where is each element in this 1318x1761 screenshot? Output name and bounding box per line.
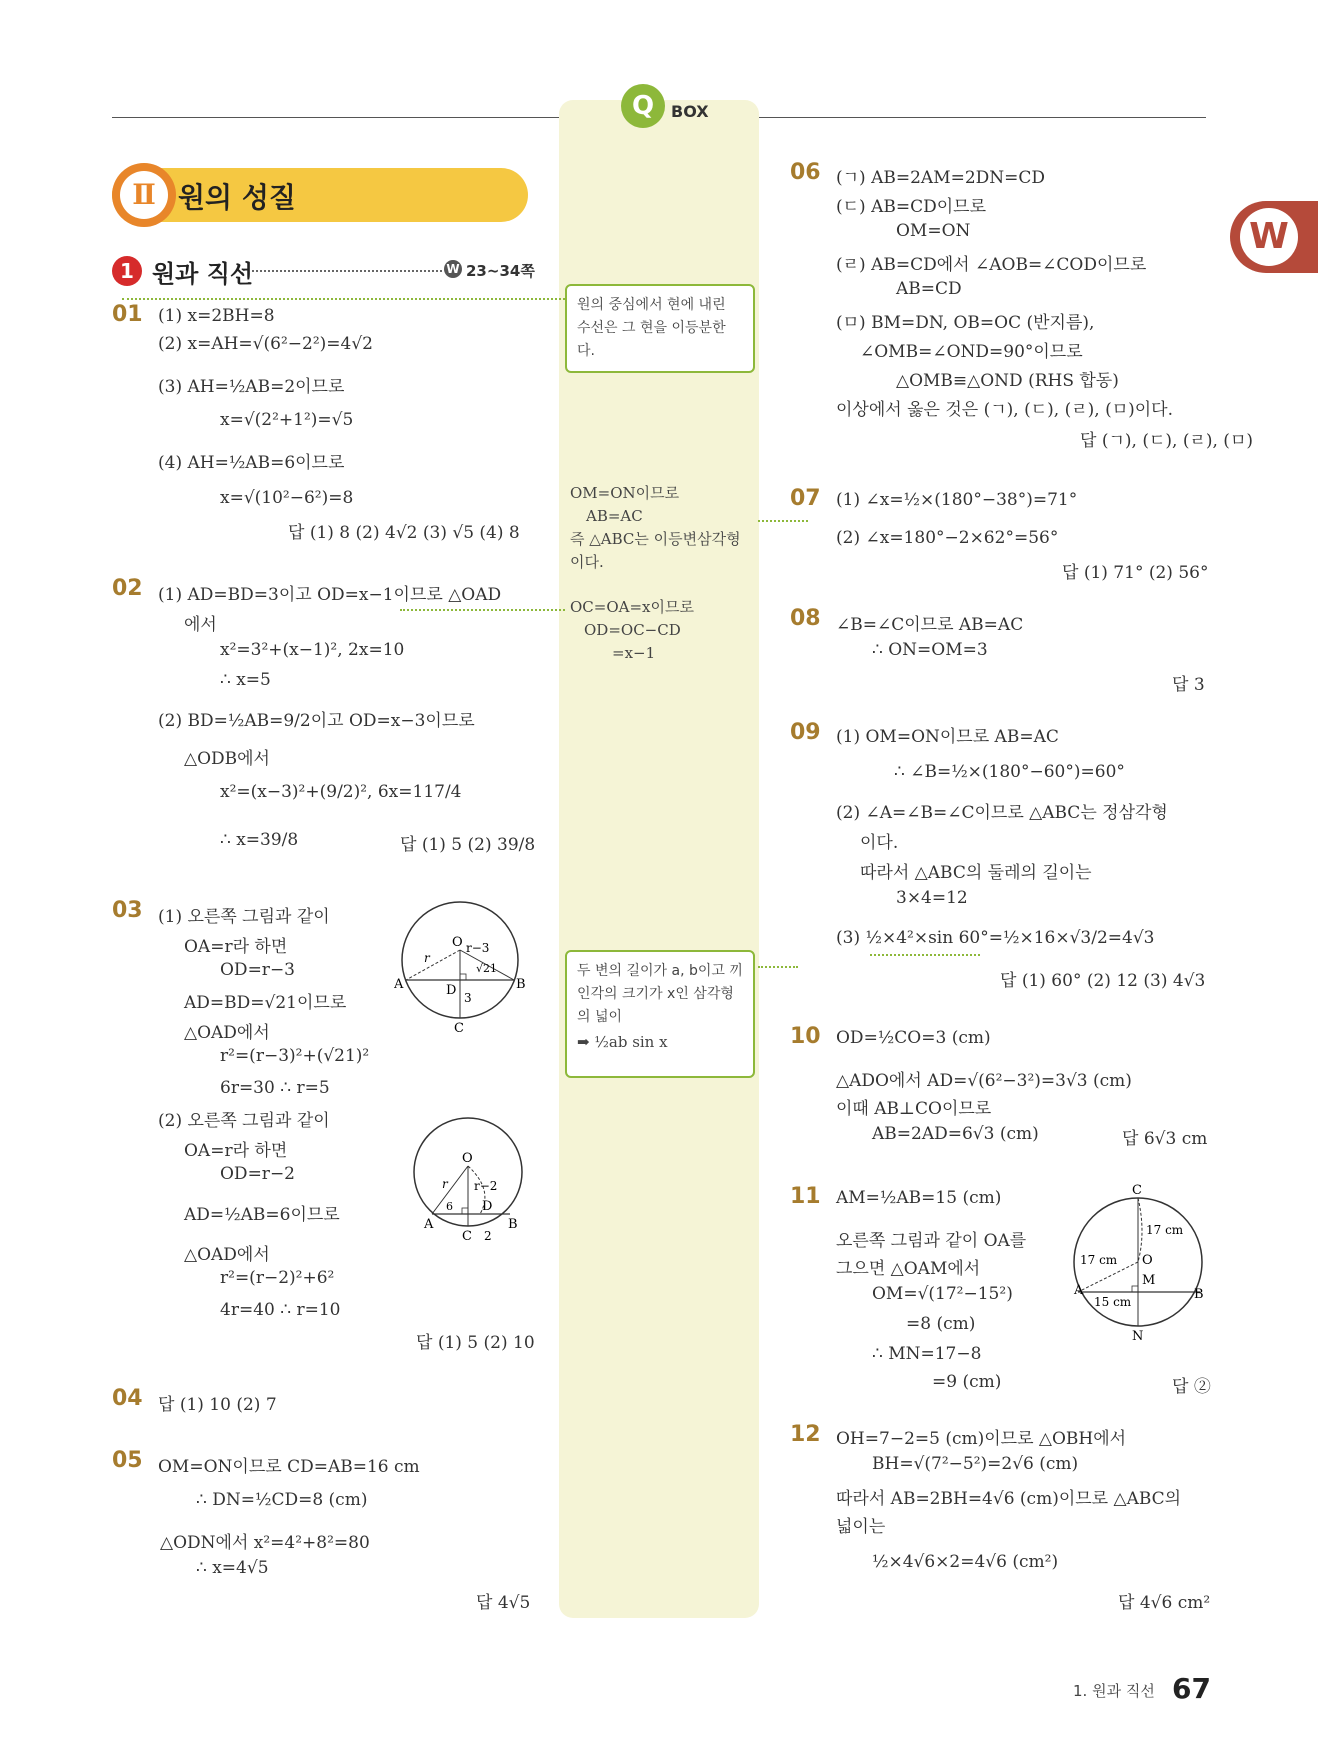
problem-number: 06 <box>790 160 821 185</box>
chapter-number: Ⅱ <box>120 171 168 219</box>
label-c: C <box>462 1229 472 1244</box>
answer: 답 (1) 60° (2) 12 (3) 4√3 <box>1000 971 1206 991</box>
connector-line <box>870 954 980 956</box>
problem-number: 10 <box>790 1024 821 1049</box>
solution-line: OM=ON이므로 CD=AB=16 cm <box>158 1457 420 1477</box>
label-n: N <box>1132 1329 1144 1342</box>
solution-line: ∴ x=5 <box>220 670 271 690</box>
solution-line: x²=3²+(x−1)², 2x=10 <box>220 640 405 660</box>
solution-line: AB=2AD=6√3 (cm) <box>872 1124 1039 1144</box>
solution-line: 넓이는 <box>836 1517 886 1537</box>
solution-line: (ㄷ) AB=CD이므로 <box>836 197 987 217</box>
label-a: A <box>394 977 404 992</box>
qbox-note-formula: ➡ ½ab sin x <box>577 1033 668 1051</box>
solution-line: =8 (cm) <box>906 1314 976 1334</box>
connector-line <box>122 298 565 300</box>
problem-number: 11 <box>790 1184 821 1209</box>
label-c: C <box>1132 1183 1142 1198</box>
solution-line: (ㅁ) BM=DN, OB=OC (반지름), <box>836 313 1095 333</box>
solution-line: OH=7−2=5 (cm)이므로 △OBH에서 <box>836 1429 1127 1449</box>
answer: 답 4√5 <box>476 1593 531 1613</box>
solution-line: x²=(x−3)²+(9/2)², 6x=117/4 <box>220 782 462 802</box>
section-badge-icon: W <box>444 260 462 278</box>
qbox-memo-line: OD=OC−CD <box>584 621 681 639</box>
solution-line: (ㄱ) AB=2AM=2DN=CD <box>836 168 1046 188</box>
solution-line: (2) x=AH=√(6²−2²)=4√2 <box>158 334 373 354</box>
solution-line: (1) 오른쪽 그림과 같이 <box>158 907 330 927</box>
solution-line: 4r=40 ∴ r=10 <box>220 1300 341 1320</box>
answer: 답 (1) 5 (2) 39/8 <box>400 835 536 855</box>
solution-line: OD=r−2 <box>220 1164 295 1184</box>
qbox-memo-line: =x−1 <box>612 644 656 662</box>
label-a: A <box>424 1217 434 1232</box>
figure-03-2 <box>404 1110 544 1244</box>
solution-line: r²=(r−3)²+(√21)² <box>220 1046 370 1066</box>
solution-line: ½×4√6×2=4√6 (cm²) <box>872 1552 1059 1572</box>
solution-line: (1) AD=BD=3이고 OD=x−1이므로 △OAD <box>158 585 502 605</box>
solution-line: (2) ∠x=180°−2×62°=56° <box>836 528 1059 548</box>
label-d: D <box>446 983 457 998</box>
solution-line: △ODN에서 x²=4²+8²=80 <box>160 1533 370 1553</box>
chapter-number-badge <box>112 163 176 227</box>
label-r: r <box>424 951 430 965</box>
solution-line: x=√(2²+1²)=√5 <box>220 410 354 430</box>
section-leader <box>252 270 442 272</box>
answer: 답 (1) 10 (2) 7 <box>158 1395 277 1415</box>
solution-line: 이때 AB⊥CO이므로 <box>836 1099 992 1119</box>
solution-line: x=√(10²−6²)=8 <box>220 488 354 508</box>
w-logo-icon: W <box>1240 208 1298 266</box>
right-angle-mark <box>1132 1286 1138 1292</box>
problem-number: 02 <box>112 576 143 601</box>
solution-line: OD=r−3 <box>220 960 295 980</box>
label-17cm-left: 17 cm <box>1080 1253 1118 1267</box>
solution-line: AD=BD=√21이므로 <box>184 993 347 1013</box>
qbox-memo-line: OM=ON이므로 <box>570 484 680 502</box>
answer: 답 (ㄱ), (ㄷ), (ㄹ), (ㅁ) <box>1080 431 1253 451</box>
problem-number: 03 <box>112 898 143 923</box>
figure-11 <box>1066 1182 1214 1342</box>
label-c: C <box>454 1021 464 1036</box>
connector-line <box>400 609 565 611</box>
solution-line: ∴ x=4√5 <box>196 1558 269 1578</box>
solution-line: (1) OM=ON이므로 AB=AC <box>836 727 1059 747</box>
radius-oa <box>406 950 460 980</box>
solution-line: ∴ DN=½CD=8 (cm) <box>196 1490 368 1510</box>
solution-line: 이상에서 옳은 것은 (ㄱ), (ㄷ), (ㄹ), (ㅁ)이다. <box>836 400 1174 420</box>
right-angle-mark <box>462 1208 468 1214</box>
qbox-memo-line: 즉 △ABC는 이등변삼각형 <box>570 530 741 548</box>
qbox-note-area <box>565 950 755 1078</box>
solution-line: 이다. <box>860 833 899 853</box>
solution-line: OM=ON <box>896 221 971 241</box>
solution-line: (1) ∠x=½×(180°−38°)=71° <box>836 490 1078 510</box>
solution-line: (3) ½×4²×sin 60°=½×16×√3/2=4√3 <box>836 928 1155 948</box>
solution-line: (2) BD=½AB=9/2이고 OD=x−3이므로 <box>158 711 475 731</box>
solution-line: =9 (cm) <box>932 1372 1002 1392</box>
solution-line: AM=½AB=15 (cm) <box>836 1188 1002 1208</box>
answer: 답 (1) 8 (2) 4√2 (3) √5 (4) 8 <box>288 523 520 543</box>
solution-line: △OAD에서 <box>184 1245 270 1265</box>
label-o: O <box>1142 1253 1153 1268</box>
solution-line: AD=½AB=6이므로 <box>184 1205 340 1225</box>
qbox-label: BOX <box>671 102 709 121</box>
label-17cm-top: 17 cm <box>1146 1223 1184 1237</box>
solution-line: △ADO에서 AD=√(6²−3²)=3√3 (cm) <box>836 1071 1132 1091</box>
solution-line: OM=√(17²−15²) <box>872 1284 1013 1304</box>
problem-number: 09 <box>790 720 821 745</box>
solution-line: ∠B=∠C이므로 AB=AC <box>836 615 1024 635</box>
solution-line: △ODB에서 <box>184 749 270 769</box>
solution-line: ∴ ON=OM=3 <box>872 640 988 660</box>
solution-line: (ㄹ) AB=CD에서 ∠AOB=∠COD이므로 <box>836 255 1147 275</box>
label-root-21: √21 <box>476 962 498 975</box>
qbox-memo-line: 이다. <box>570 553 604 571</box>
label-r: r <box>442 1177 448 1191</box>
qbox-note-chord: 원의 중심에서 현에 내린 수선은 그 현을 이등분한다. <box>565 284 755 373</box>
label-o: O <box>462 1151 473 1166</box>
label-2: 2 <box>484 1229 492 1243</box>
answer: 답 3 <box>1172 675 1205 695</box>
problem-number: 04 <box>112 1386 143 1411</box>
solution-line: ∠OMB=∠OND=90°이므로 <box>860 342 1083 362</box>
solution-line: △OAD에서 <box>184 1023 270 1043</box>
connector-line <box>758 520 808 522</box>
solution-line: OA=r라 하면 <box>184 1141 288 1161</box>
qbox-note-text: 두 변의 길이가 a, b이고 끼인각의 크기가 x인 삼각형의 넓이 <box>577 963 743 1025</box>
answer: 답 (1) 5 (2) 10 <box>416 1333 535 1353</box>
label-r-minus-3: r−3 <box>466 941 490 955</box>
solution-line: AB=CD <box>896 279 962 299</box>
solution-line: (2) ∠A=∠B=∠C이므로 △ABC는 정삼각형 <box>836 803 1168 823</box>
solution-line: 따라서 △ABC의 둘레의 길이는 <box>860 863 1092 883</box>
label-3: 3 <box>464 991 472 1005</box>
answer: 답 ② <box>1172 1377 1211 1397</box>
solution-line: 3×4=12 <box>896 888 968 908</box>
label-15cm: 15 cm <box>1094 1295 1132 1309</box>
figure-03-1 <box>394 896 544 1036</box>
solution-line: r²=(r−2)²+6² <box>220 1268 335 1288</box>
label-m: M <box>1142 1273 1156 1288</box>
label-6: 6 <box>446 1200 453 1213</box>
section-title: 원과 직선 <box>152 260 254 288</box>
problem-number: 12 <box>790 1422 821 1447</box>
qbox-memo-line: OC=OA=x이므로 <box>570 598 694 616</box>
solution-line: ∴ x=39/8 <box>220 830 299 850</box>
solution-line: 그으면 △OAM에서 <box>836 1259 981 1279</box>
solution-line: 따라서 AB=2BH=4√6 (cm)이므로 △ABC의 <box>836 1489 1182 1509</box>
label-o: O <box>452 935 463 950</box>
solution-line: OA=r라 하면 <box>184 937 288 957</box>
problem-number: 05 <box>112 1448 143 1473</box>
qbox-memo-line: AB=AC <box>586 507 643 525</box>
solution-line: 오른쪽 그림과 같이 OA를 <box>836 1231 1027 1251</box>
problem-number: 08 <box>790 606 821 631</box>
solution-line: 6r=30 ∴ r=5 <box>220 1078 330 1098</box>
solution-line: (3) AH=½AB=2이므로 <box>158 377 345 397</box>
solution-line: ∴ MN=17−8 <box>872 1344 982 1364</box>
footer-section-label: 1. 원과 직선 <box>1073 1682 1155 1700</box>
page-number: 67 <box>1172 1672 1211 1705</box>
chapter-title: 원의 성질 <box>178 181 296 214</box>
answer: 답 6√3 cm <box>1122 1129 1208 1149</box>
label-b: B <box>1194 1287 1204 1302</box>
solution-line: 에서 <box>184 615 217 635</box>
solution-line: BH=√(7²−5²)=2√6 (cm) <box>872 1454 1079 1474</box>
connector-line <box>758 966 798 968</box>
solution-line: ∴ ∠B=½×(180°−60°)=60° <box>894 762 1125 782</box>
problem-number: 07 <box>790 486 821 511</box>
problem-number: 01 <box>112 302 143 327</box>
section-pages: 23~34쪽 <box>466 262 535 280</box>
right-angle-mark <box>460 974 466 980</box>
answer: 답 (1) 71° (2) 56° <box>1062 563 1209 583</box>
label-b: B <box>508 1217 518 1232</box>
section-number: 1 <box>112 256 142 286</box>
solution-line: OD=½CO=3 (cm) <box>836 1028 991 1048</box>
solution-line: △OMB≡△OND (RHS 합동) <box>896 371 1119 391</box>
solution-line: (4) AH=½AB=6이므로 <box>158 453 345 473</box>
label-r-minus-2: r−2 <box>474 1179 498 1193</box>
label-d: D <box>482 1199 493 1214</box>
solution-line: (2) 오른쪽 그림과 같이 <box>158 1111 330 1131</box>
label-a: A <box>1074 1283 1084 1298</box>
label-b: B <box>516 977 526 992</box>
qbox-q-icon: Q <box>621 84 665 128</box>
solution-line: (1) x=2BH=8 <box>158 306 275 326</box>
answer: 답 4√6 cm² <box>1118 1593 1211 1613</box>
